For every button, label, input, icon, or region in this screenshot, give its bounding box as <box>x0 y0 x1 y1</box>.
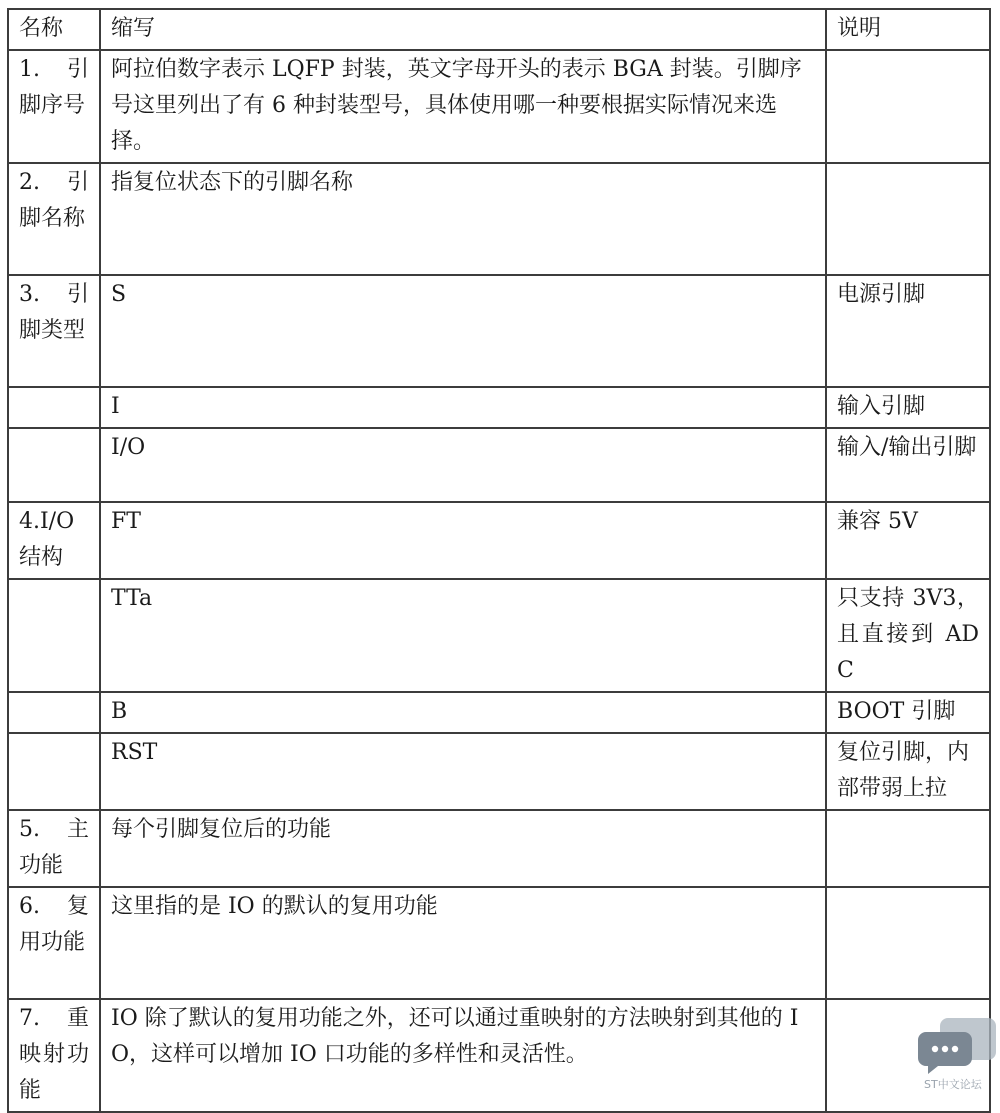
table-row <box>8 999 990 1112</box>
row-name-cell <box>8 692 100 733</box>
row-abbr-cell: I/O <box>100 428 826 502</box>
row-name-cell <box>8 579 100 692</box>
table-row <box>8 275 990 387</box>
table-row <box>8 387 990 428</box>
chat-bubble-icon <box>918 1012 996 1076</box>
row-abbr-cell: I <box>100 387 826 428</box>
table-row <box>8 163 990 275</box>
table-row <box>8 50 990 163</box>
row-abbr-cell: IO 除了默认的复用功能之外，还可以通过重映射的方法映射到其他的 IO，这样可以增加 IO 口功能的多样性和灵活性。 <box>100 999 826 1112</box>
row-name-cell <box>8 387 100 428</box>
row-abbr-cell: TTa <box>100 579 826 692</box>
table-row <box>8 692 990 733</box>
row-desc-cell <box>826 887 990 999</box>
header-desc: 说明 <box>826 9 990 50</box>
header-abbr: 缩写 <box>100 9 826 50</box>
row-name-cell: 6. 复用功能 <box>8 887 100 999</box>
table-header-row <box>8 9 990 50</box>
table-row <box>8 502 990 579</box>
row-desc-cell: 复位引脚，内部带弱上拉 <box>826 733 990 810</box>
table-row <box>8 579 990 692</box>
row-abbr-cell: 指复位状态下的引脚名称 <box>100 163 826 275</box>
row-desc-cell: 电源引脚 <box>826 275 990 387</box>
table-row <box>8 810 990 887</box>
row-desc-cell: BOOT 引脚 <box>826 692 990 733</box>
row-name-cell <box>8 428 100 502</box>
row-abbr-cell: 每个引脚复位后的功能 <box>100 810 826 887</box>
row-name-cell: 7. 重映射功能 <box>8 999 100 1112</box>
table-row <box>8 887 990 999</box>
row-name-cell: 4.I/O 结构 <box>8 502 100 579</box>
forum-watermark <box>918 1012 996 1096</box>
table-row <box>8 733 990 810</box>
row-abbr-cell: B <box>100 692 826 733</box>
row-abbr-cell: RST <box>100 733 826 810</box>
row-desc-cell: 输入引脚 <box>826 387 990 428</box>
row-desc-cell <box>826 810 990 887</box>
row-name-cell: 3. 引脚类型 <box>8 275 100 387</box>
row-abbr-cell: 这里指的是 IO 的默认的复用功能 <box>100 887 826 999</box>
row-desc-cell: 只支持 3V3，且直接到 ADC <box>826 579 990 692</box>
row-abbr-cell: 阿拉伯数字表示 LQFP 封装，英文字母开头的表示 BGA 封装。引脚序号这里列出了有 6 种封装型号，具体使用哪一种要根据实际情况来选择。 <box>100 50 826 163</box>
header-name: 名称 <box>8 9 100 50</box>
row-desc-cell <box>826 163 990 275</box>
row-desc-cell: 输入/输出引脚 <box>826 428 990 502</box>
row-desc-cell: 兼容 5V <box>826 502 990 579</box>
row-abbr-cell: S <box>100 275 826 387</box>
row-desc-cell <box>826 50 990 163</box>
row-name-cell: 2. 引脚名称 <box>8 163 100 275</box>
pin-description-table <box>7 8 991 1113</box>
watermark-text: ST中文论坛 <box>924 1078 982 1091</box>
row-abbr-cell: FT <box>100 502 826 579</box>
row-name-cell: 1. 引脚序号 <box>8 50 100 163</box>
table-row <box>8 428 990 502</box>
row-name-cell <box>8 733 100 810</box>
row-name-cell: 5. 主功能 <box>8 810 100 887</box>
